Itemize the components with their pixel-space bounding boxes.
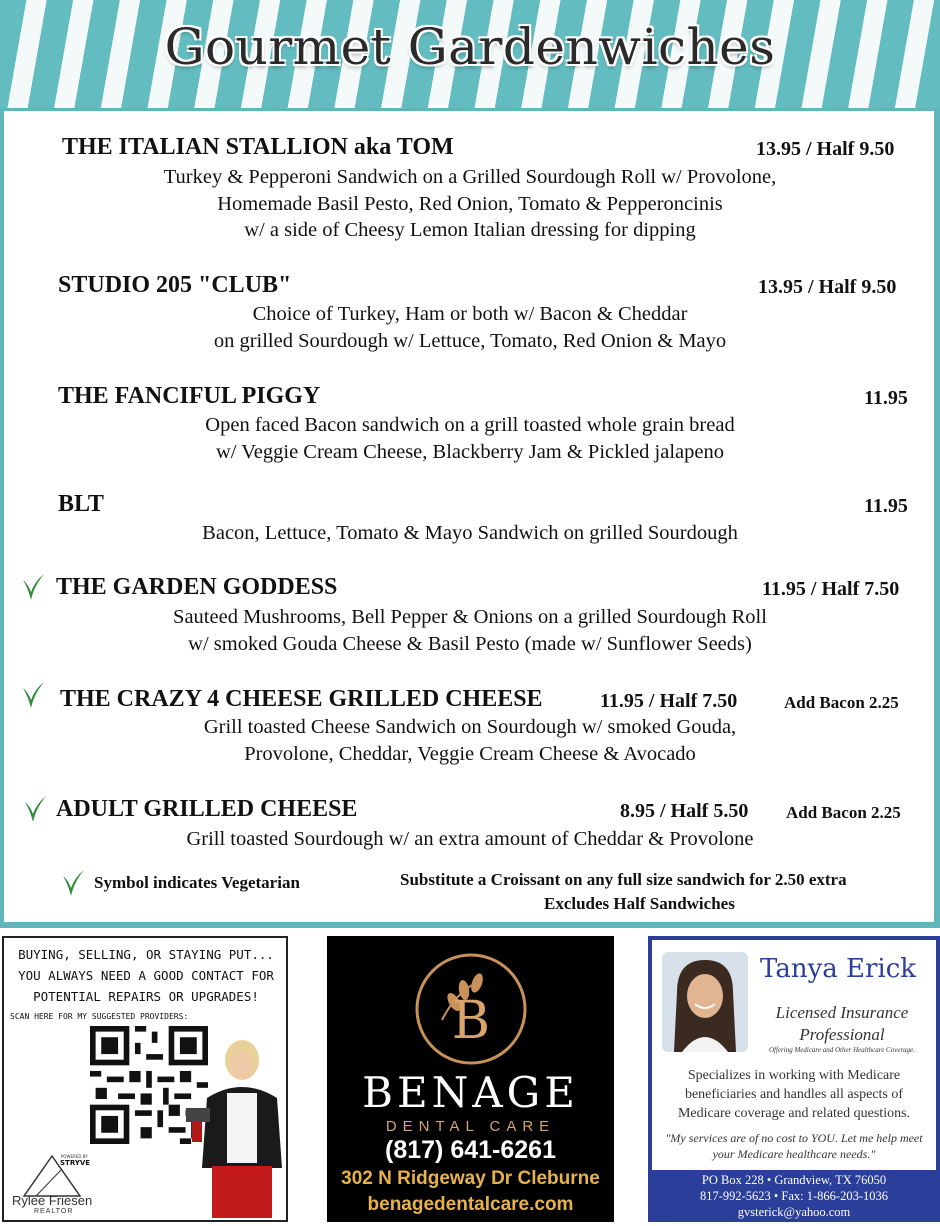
stryve-logo-brand: STRYVE	[60, 1159, 91, 1167]
vegetarian-leaf-icon	[20, 572, 46, 602]
item-price: 11.95 / Half 7.50	[762, 578, 900, 600]
item-addon: Add Bacon 2.25	[784, 693, 899, 712]
agent-address: PO Box 228 • Grandview, TX 76050	[701, 1173, 887, 1187]
realtor-headline: BUYING, SELLING, OR STAYING PUT... YOU ALWAYS NEED A GOOD CONTACT FOR POTENTIAL REPAIRS OR UPGRADES!	[18, 947, 274, 1004]
item-description: Open faced Bacon sandwich on a grill toasted whole grain bread w/ Veggie Cream Cheese, Blackberry Jam & Pickled jalapeno	[205, 414, 735, 463]
item-description: Choice of Turkey, Ham or both w/ Bacon & Cheddar on grilled Sourdough w/ Lettuce, Tomato, Red Onion & Mayo	[213, 303, 727, 352]
item-name: ADULT GRILLED CHEESE	[56, 796, 358, 822]
dental-brand: BENAGE	[362, 1068, 579, 1117]
agent-tagline: Offering Medicare and Other Healthcare Coverage.	[768, 1046, 916, 1054]
item-price: 11.95	[864, 495, 908, 517]
item-description: Sauteed Mushrooms, Bell Pepper & Onions on a grilled Sourdough Roll w/ smoked Gouda Cheese & Basil Pesto (made w/ Sunflower Seeds)	[173, 606, 767, 655]
realtor-scan-text: SCAN HERE FOR MY SUGGESTED PROVIDERS:	[10, 1012, 189, 1021]
dental-logo-monogram: B	[451, 991, 491, 1051]
vegetarian-leaf-icon	[60, 868, 86, 898]
realtor-name: Rylee Friesen	[12, 1193, 93, 1208]
agent-email[interactable]: gvsterick@yahoo.com	[737, 1205, 851, 1219]
agent-phones[interactable]: 817-992-5623 • Fax: 1-866-203-1036	[699, 1189, 889, 1203]
dental-address: 302 N Ridgeway Dr Cleburne	[341, 1168, 600, 1189]
item-name: BLT	[58, 491, 104, 517]
stryve-logo	[16, 1148, 96, 1198]
agent-title: Licensed Insurance Professional	[775, 1003, 909, 1044]
croissant-note: Substitute a Croissant on any full size sandwich for 2.50 extra	[400, 870, 847, 889]
agent-contact	[652, 1170, 936, 1218]
realtor-ad	[2, 936, 288, 1222]
agent-photo	[662, 952, 748, 1052]
item-price: 13.95 / Half 9.50	[756, 138, 895, 160]
item-description: Turkey & Pepperoni Sandwich on a Grilled Sourdough Roll w/ Provolone, Homemade Basil Pesto, Red Onion, Tomato & Pepperoncinis w/ a side of Cheesy Lemon Italian dressing for dipping	[163, 166, 777, 241]
item-addon: Add Bacon 2.25	[786, 803, 901, 822]
agent-description: Specializes in working with Medicare beneficiaries and handles all aspects of Medicare coverage and related questions.	[677, 1068, 911, 1121]
insurance-ad	[648, 936, 940, 1222]
item-description: Grill toasted Cheese Sandwich on Sourdough w/ smoked Gouda, Provolone, Cheddar, Veggie Cream Cheese & Avocado	[203, 716, 737, 765]
item-name: THE ITALIAN STALLION aka TOM	[62, 134, 454, 160]
stryve-logo-tagline: POWERED BY	[61, 1154, 88, 1159]
item-name: THE CRAZY 4 CHEESE GRILLED CHEESE	[60, 686, 543, 712]
item-name: STUDIO 205 "CLUB"	[58, 272, 292, 298]
agent-quote: "My services are of no cost to YOU. Let me help meet your Medicare healthcare needs."	[665, 1131, 923, 1161]
item-price: 8.95 / Half 5.50	[620, 800, 749, 822]
vegetarian-note: Symbol indicates Vegetarian	[94, 873, 300, 892]
item-price: 13.95 / Half 9.50	[758, 276, 897, 298]
vegetarian-leaf-icon	[20, 680, 46, 710]
item-description: Grill toasted Sourdough w/ an extra amount of Cheddar & Provolone	[186, 828, 754, 850]
agent-name: Tanya Erick	[760, 954, 917, 984]
excludes-note: Excludes Half Sandwiches	[544, 894, 735, 913]
dental-website[interactable]: benagedentalcare.com	[367, 1194, 574, 1215]
item-price: 11.95 / Half 7.50	[600, 690, 738, 712]
realtor-photo	[182, 1038, 288, 1218]
item-price: 11.95	[864, 387, 908, 409]
dental-ad	[327, 936, 614, 1222]
menu-title: Gourmet Gardenwiches	[164, 18, 776, 76]
dental-logo-icon	[412, 950, 530, 1068]
vegetarian-leaf-icon	[22, 794, 48, 824]
dental-subtitle: DENTAL CARE	[385, 1118, 556, 1135]
realtor-role: REALTOR	[34, 1208, 74, 1215]
item-name: THE GARDEN GODDESS	[56, 574, 338, 600]
dental-phone[interactable]: (817) 641-6261	[385, 1136, 556, 1164]
awning-header	[0, 0, 940, 111]
item-description: Bacon, Lettuce, Tomato & Mayo Sandwich on grilled Sourdough	[202, 522, 738, 544]
item-name: THE FANCIFUL PIGGY	[58, 383, 321, 409]
